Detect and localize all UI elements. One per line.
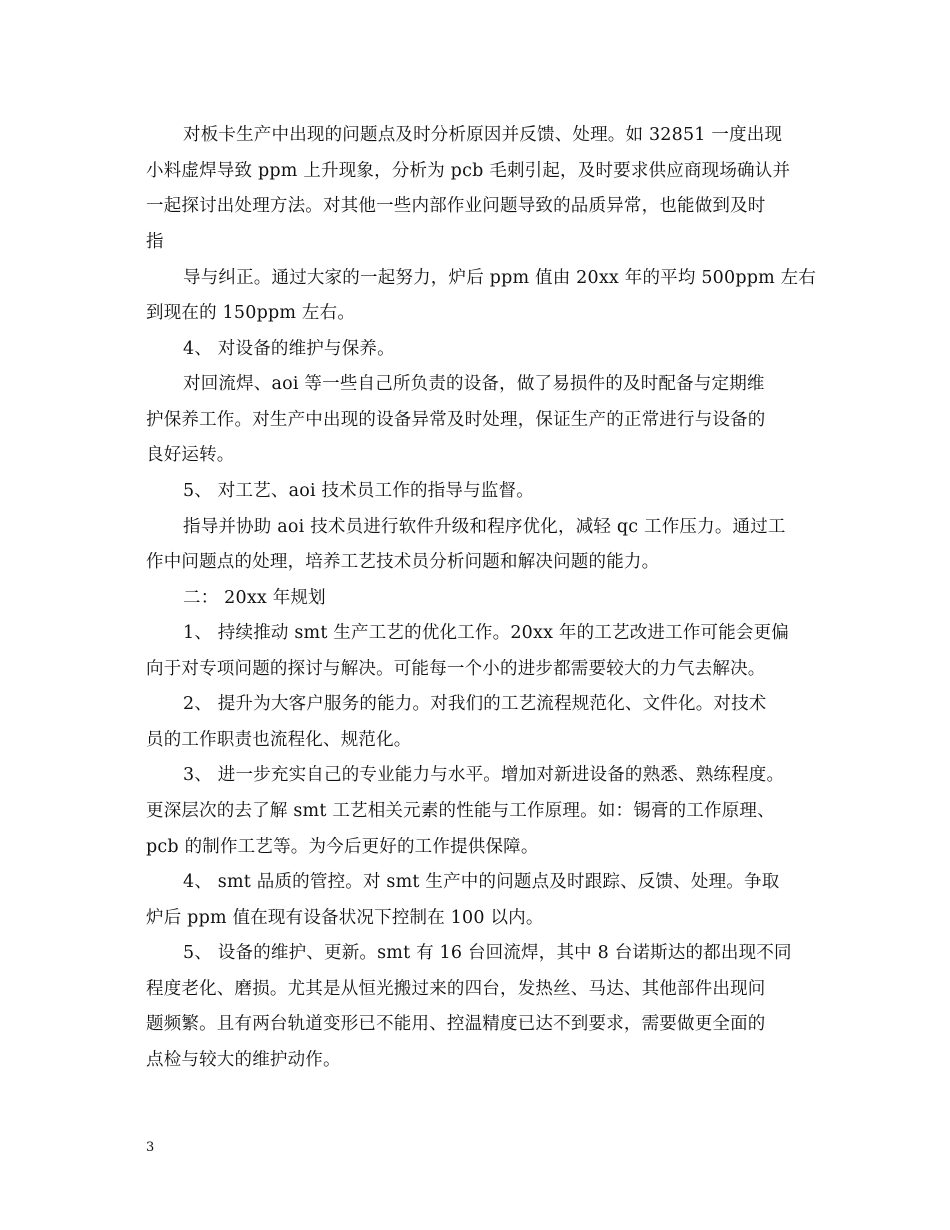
text-line: 炉后 ppm 值在现有设备状况下控制在 100 以内。 [146, 908, 544, 928]
text-line: 点检与较大的维护动作。 [146, 1050, 341, 1070]
text-line: 良好运转。 [146, 445, 235, 465]
text-line: 更深层次的去了解 smt 工艺相关元素的性能与工作原理。如：锡膏的工作原理、 [146, 801, 775, 821]
text-line: 小料虚焊导致 ppm 上升现象，分析为 pcb 毛刺引起，及时要求供应商现场确认并 [146, 161, 791, 181]
text-line: 1、 持续推动 smt 生产工艺的优化工作。20xx 年的工艺改进工作可能会更偏 [183, 623, 789, 643]
section-heading: 二： 20xx 年规划 [183, 588, 326, 608]
text-line: 程度老化、磨损。尤其是从恒光搬过来的四台，发热丝、马达、其他部件出现问 [146, 979, 766, 999]
text-line: pcb 的制作工艺等。为今后更好的工作提供保障。 [146, 837, 539, 857]
text-line: 2、 提升为大客户服务的能力。对我们的工艺流程规范化、文件化。对技术 [183, 694, 767, 714]
text-line: 作中问题点的处理，培养工艺技术员分析问题和解决问题的能力。 [146, 552, 660, 572]
text-line: 员的工作职责也流程化、规范化。 [146, 730, 412, 750]
text-line: 5、 设备的维护、更新。smt 有 16 台回流焊，其中 8 台诺斯达的都出现不同 [183, 943, 792, 963]
text-line: 对板卡生产中出现的问题点及时分析原因并反馈、处理。如 32851 一度出现 [183, 125, 783, 145]
text-line: 导与纠正。通过大家的一起努力，炉后 ppm 值由 20xx 年的平均 500ppm 左右 [183, 268, 817, 288]
text-line: 一起探讨出处理方法。对其他一些内部作业问题导致的品质异常，也能做到及时 [146, 196, 766, 216]
section-item-heading: 4、 对设备的维护与保养。 [183, 339, 395, 359]
text-line: 对回流焊、aoi 等一些自己所负责的设备，做了易损件的及时配备与定期维 [183, 374, 765, 394]
section-item-heading: 5、 对工艺、aoi 技术员工作的指导与监督。 [183, 481, 534, 501]
text-line: 4、 smt 品质的管控。对 smt 生产中的问题点及时跟踪、反馈、处理。争取 [183, 872, 780, 892]
text-line: 3、 进一步充实自己的专业能力与水平。增加对新进设备的熟悉、熟练程度。 [183, 765, 785, 785]
text-line: 向于对专项问题的探讨与解决。可能每一个小的进步都需要较大的力气去解决。 [146, 659, 766, 679]
text-line: 题频繁。且有两台轨道变形已不能用、控温精度已达不到要求，需要做更全面的 [146, 1014, 766, 1034]
text-line: 到现在的 150ppm 左右。 [146, 303, 356, 323]
text-line: 护保养工作。对生产中出现的设备异常及时处理，保证生产的正常进行与设备的 [146, 410, 766, 430]
text-line: 指导并协助 aoi 技术员进行软件升级和程序优化，减轻 qc 工作压力。通过工 [183, 517, 786, 537]
text-line: 指 [146, 232, 164, 252]
page-number: 3 [146, 1140, 155, 1155]
